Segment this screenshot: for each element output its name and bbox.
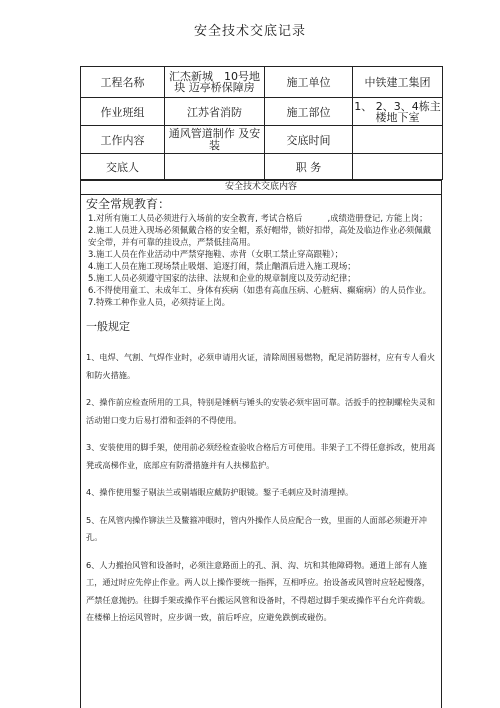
team-value: 江苏省消防 [165, 98, 265, 126]
team-label: 作业班组 [81, 98, 165, 126]
work-value: 通风管道制作 及安装 [165, 126, 265, 154]
rule-item: 4.施工人员在施工现场禁止吸烟、追逐打闹，禁止酗酒后进入施工现场； [88, 261, 356, 271]
regulation-item: 3、安装使用的脚手架，使用前必须经检查验收合格后方可使用。非架子工不得任意拆改，使用高凳或高梯作业，底部应有防滑措施并有人扶梯监护。 [86, 442, 436, 470]
time-label: 交底时间 [265, 126, 353, 154]
giver-label: 交底人 [81, 154, 165, 180]
document-title: 安全技术交底记录 [193, 24, 306, 39]
giver-value [165, 154, 265, 180]
position-label: 职 务 [265, 154, 353, 180]
project-label: 工程名称 [81, 67, 165, 98]
rule-item: 5.施工人员必须遵守国家的法律、法规和企业的规章制度以及劳动纪律； [88, 273, 356, 283]
project-value: 汇杰新城 10号地块 迈亭桥保障房 [165, 67, 265, 98]
content-body [86, 196, 438, 627]
general-heading: 安全常规教育： [86, 197, 171, 211]
location-label: 施工部位 [265, 98, 353, 126]
work-label: 工作内容 [81, 126, 165, 154]
regulation-item: 2、操作前应检查所用的工具，特别是锤柄与锤头的安装必须牢固可靠。活扳手的控制螺栓失灵和活动钳口变力后易打滑和歪斜的不得使用。 [86, 397, 436, 425]
position-value [353, 154, 443, 180]
rule-item: 3.施工人员在作业活动中严禁穿拖鞋、赤背（女职工禁止穿高跟鞋）； [88, 249, 344, 259]
regulation-item: 1、电焊、气割、气焊作业时，必须申请用火证，清除周围易燃物，配足消防器材，应有专人看火和防火措施。 [86, 352, 436, 380]
specific-heading: 一般规定 [86, 320, 130, 333]
rule-item: 6.不得使用童工、未成年工、身体有疾病（如患有高血压病、心脏病、癫痫病）的人员作业。 [88, 285, 431, 295]
regulation-item: 6、人力搬抬风管和设备时，必须注意路面上的孔、洞、沟、坑和其他障碍物。通道上部有人施工，通过时应先停止作业。两人以上操作要统一指挥，互相呼应。抬设备或风管时应轻起慢落，严禁任意抛扔。往脚手架或操作平台搬运风管和设备时，不得超过脚手架或操作平台允许荷载。在楼梯上抬运风管时，应步调一致，前后呼应，应避免跌倒或碰伤。 [86, 559, 430, 622]
rule-item: 2.施工人员进入现场必须佩戴合格的安全帽，系好帽带，锁好扣带，高处及临边作业必须佩戴安全带，并有可靠的挂设点，严禁低挂高用。 [88, 225, 431, 247]
rule-item: 7.特殊工种作业人员，必须持证上岗。 [88, 297, 230, 307]
rule-item: 1.对所有施工人员必须进行入场前的安全教育, 考试合格后 ,成绩造册登记, 方能上岗； [88, 213, 428, 223]
unit-label: 施工单位 [265, 67, 353, 98]
location-value: 1、 2、3、4栋主楼地下室 [354, 99, 441, 124]
unit-value: 中铁建工集团 [353, 67, 443, 98]
regulation-item: 5、在风管内操作铆法兰及鳖箍冲眼时，管内外操作人员应配合一致，里面的人面部必须避开冲孔。 [86, 514, 427, 542]
time-value [353, 126, 443, 154]
regulation-item: 4、操作使用錾子剔法兰或剔墙眼应戴防护眼镜。錾子毛刺应及时清理掉。 [86, 487, 354, 497]
info-table [80, 66, 443, 180]
content-header: 安全技术交底内容 [80, 180, 442, 195]
